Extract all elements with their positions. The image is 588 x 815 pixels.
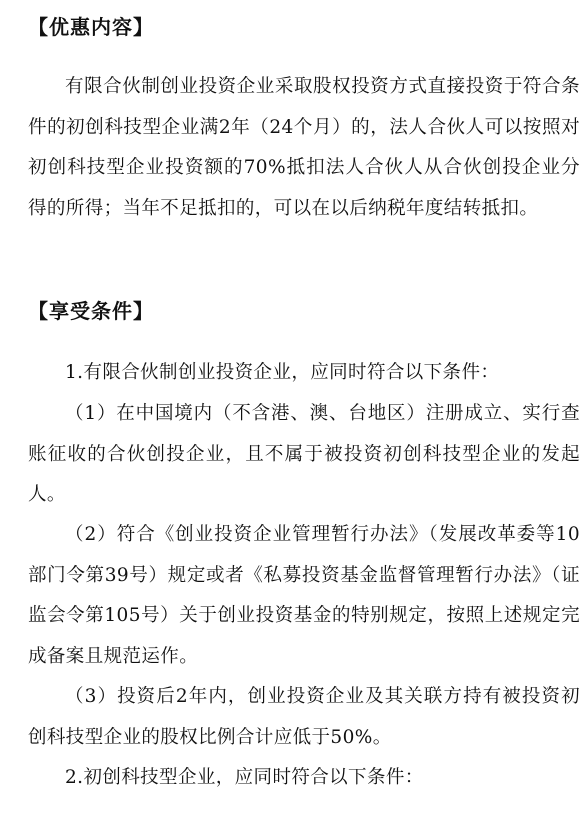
conditions-heading: 【享受条件】 [28, 299, 154, 323]
condition-1-item-2: （2）符合《创业投资企业管理暂行办法》（发展改革委等10部门令第39号）规定或者《私募投资基金监督管理暂行办法》（证监会令第105号）关于创业投资基金的特别规定，按照上述规定完成备案且规范运作。 [28, 524, 580, 667]
condition-1-intro: 1.有限合伙制创业投资企业，应同时符合以下条件： [65, 362, 500, 383]
benefit-paragraph: 有限合伙制创业投资企业采取股权投资方式直接投资于符合条件的初创科技型企业满2年（24个月）的，法人合伙人可以按照对初创科技型企业投资额的70%抵扣法人合伙人从合伙创投企业分得的所得；当年不足抵扣的，可以在以后纳税年度结转抵扣。 [28, 76, 580, 219]
condition-1-item-1: （1）在中国境内（不含港、澳、台地区）注册成立、实行查账征收的合伙创投企业，且不属于被投资初创科技型企业的发起人。 [28, 403, 580, 505]
condition-1-item-3: （3）投资后2年内，创业投资企业及其关联方持有被投资初创科技型企业的股权比例合计应低于50%。 [28, 686, 580, 748]
condition-2-intro: 2.初创科技型企业，应同时符合以下条件： [65, 767, 424, 788]
benefit-heading: 【优惠内容】 [28, 15, 154, 39]
